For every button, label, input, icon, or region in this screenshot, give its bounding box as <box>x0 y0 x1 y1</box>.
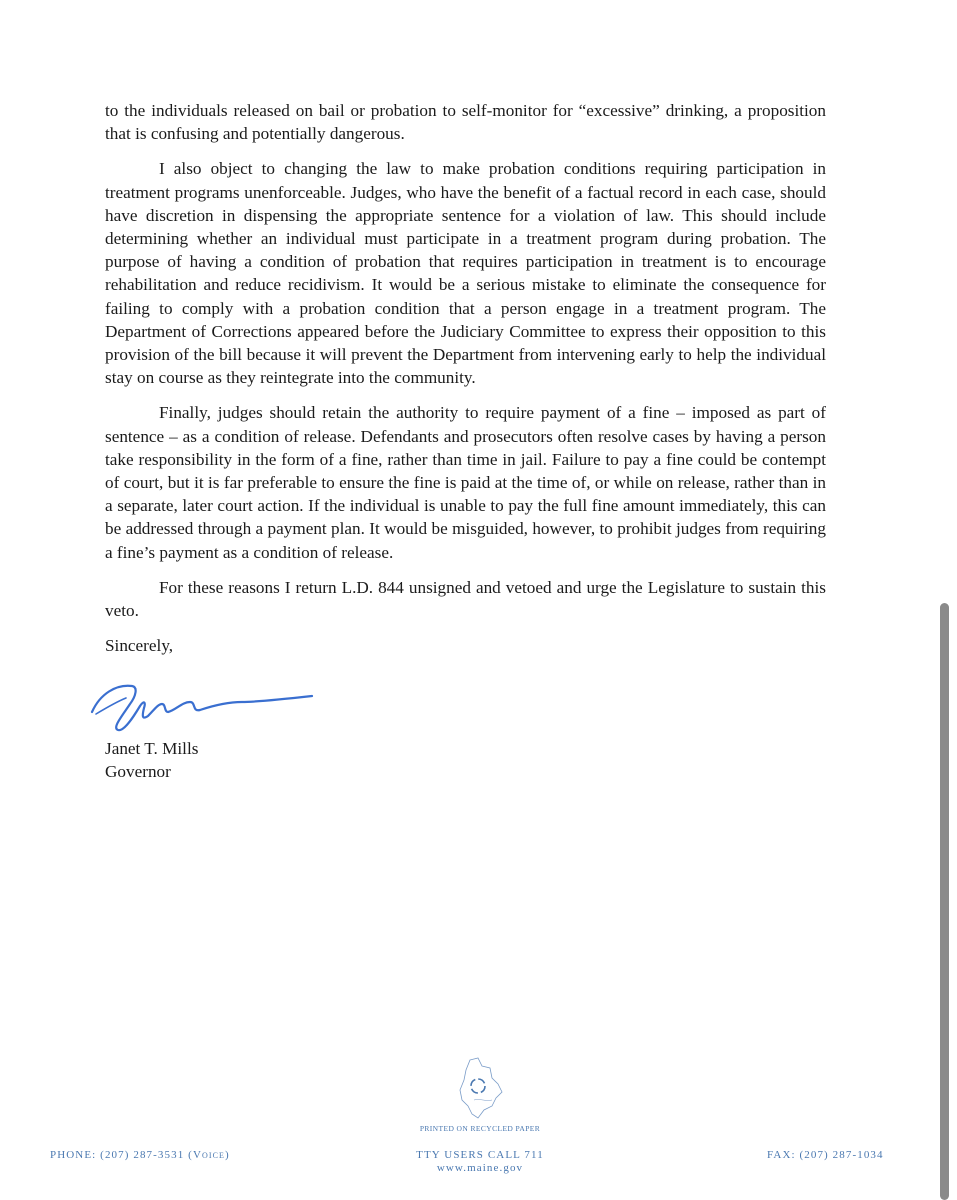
signer-title: Governor <box>105 762 171 781</box>
recycled-paper-note: PRINTED ON RECYCLED PAPER <box>419 1124 541 1133</box>
letter-body <box>105 99 826 669</box>
maine-recycle-logo-icon <box>452 1056 506 1120</box>
phone-number: PHONE: (207) 287-3531 ( <box>50 1149 193 1161</box>
paragraph-1: to the individuals released on bail or probation to self-monitor for “excessive” drinking, a proposition that is confusing and potentially dangerous. <box>105 101 826 144</box>
footer-phone <box>50 1149 230 1161</box>
website-link[interactable]: www.maine.gov <box>436 1162 524 1174</box>
phone-voice: Voice <box>192 1149 226 1161</box>
footer-fax: FAX: (207) 287-1034 <box>767 1149 884 1161</box>
tty-line: TTY USERS CALL 711 <box>416 1149 544 1161</box>
phone-close-paren: ) <box>225 1149 230 1161</box>
footer-center <box>360 1149 600 1175</box>
scrollbar-thumb[interactable] <box>940 603 949 1200</box>
handwritten-signature <box>86 672 326 742</box>
closing-salutation: Sincerely, <box>105 636 174 656</box>
paragraph-3: Finally, judges should retain the authority to require payment of a fine – imposed as part of sentence – as a condition of release. Defendants and prosecutors often resolve cases by having a person take responsibility in the form of a fine, rather than time in jail. Failure to pay a fine could be contempt of court, but it is far preferable to ensure the fine is paid at the time of, or while on release, rather than in a separate, later court action. If the individual is unable to pay the full fine amount immediately, this can be addressed through a payment plan. It would be misguided, however, to prohibit judges from requiring a fine’s payment as a condition of release. <box>105 403 826 562</box>
paragraph-4: For these reasons I return L.D. 844 unsigned and vetoed and urge the Legislature to sustain this veto. <box>105 577 826 621</box>
paragraph-2: I also object to changing the law to make probation conditions requiring participation in treatment programs unenforceable. Judges, who have the benefit of a factual record in each case, should have discretion in dispensing the appropriate sentence for a violation of law. This should include determining whether an individual must participate in a treatment program during probation. The purpose of having a condition of probation that requires participation in treatment is to encourage rehabilitation and reduce recidivism. It would be a serious mistake to eliminate the consequence for failing to comply with a probation condition that a person engage in a treatment program. The Department of Corrections appeared before the Judiciary Committee to express their opposition to this provision of the bill because it will prevent the Department from intervening early to help the individual stay on course as they reintegrate into the community. <box>105 159 826 388</box>
signer-name: Janet T. Mills <box>105 739 199 758</box>
